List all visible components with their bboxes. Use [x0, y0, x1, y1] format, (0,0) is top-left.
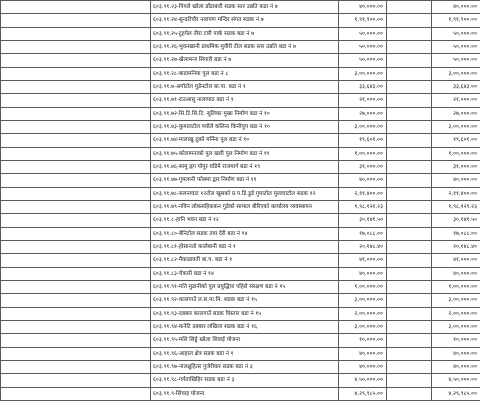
budget-head-cell: ६०३.९१.२६-भुवनखानी प्राथमिक मुवीरी टील सडक स्तर उन्नति बडा नं ७ [151, 40, 339, 53]
amount-cell: १,००,०००.०० [432, 147, 480, 160]
table-row [1, 174, 480, 187]
estimate-cell: ५०,०००.०० [339, 27, 387, 40]
estimate-cell: ५०,०००.०० [339, 40, 387, 53]
blank-cell [1, 14, 151, 27]
budget-head-cell: ६०३.९१.७९-नविन लोकसहिककन गुडेको सामाल बीरिएको कार्यालय व्यवस्थापन [151, 200, 339, 213]
blank-cell [387, 374, 432, 387]
table-row [1, 307, 480, 320]
estimate-cell: ३१,०००.०० [339, 160, 387, 173]
table-row [1, 27, 480, 40]
estimate-cell: ३,००,०००.०० [339, 294, 387, 307]
budget-head-cell: ६०३.९१.९७-नालक्षुहितर गुजेरीवार सडक बडा नं ३ [151, 360, 339, 373]
blank-cell [387, 200, 432, 213]
estimate-cell: १,००,०००.०० [339, 280, 387, 293]
amount-cell: ३१,०००.०० [432, 160, 480, 173]
blank-cell [387, 160, 432, 173]
amount-cell: ३०,१४१.५० [432, 214, 480, 227]
table-row [1, 334, 480, 347]
amount-cell: ३,००,०००.०० [432, 120, 480, 133]
blank-cell [1, 254, 151, 267]
table-row [1, 160, 480, 173]
blank-cell [1, 94, 151, 107]
table-row [1, 360, 480, 373]
amount-cell: १०,०००.०० [432, 334, 480, 347]
amount-cell: ४०,०००.०० [432, 174, 480, 187]
blank-cell [387, 147, 432, 160]
blank-cell [1, 374, 151, 387]
table-row [1, 320, 480, 333]
amount-cell: ४,२९,९८५.०० [432, 387, 480, 400]
blank-cell [387, 254, 432, 267]
blank-cell [1, 147, 151, 160]
budget-head-cell: ६०३.९१.८०-बेनिटोल सडक तवा देरी बडा नं १४ [151, 227, 339, 240]
estimate-cell: १,९१,९००.०० [339, 14, 387, 27]
table-row [1, 120, 480, 133]
blank-cell [387, 187, 432, 200]
estimate-cell: २,११,४००.०० [339, 187, 387, 200]
amount-cell: ४०,०००.०० [432, 360, 480, 373]
amount-cell: ४,५०,०००.०० [432, 374, 480, 387]
budget-head-cell: ६०३.९१.७८-सलनाघाट १२टोल खुसको प्र.प.डि.डुडे गुमाटोल मुलाघाटोल सडक १२ [151, 187, 339, 200]
budget-head-cell: ६०३.९१.९१-मति मुडानीको पुल प्रयुद्धिया पहिरो संरक्षण बडा नं १५ [151, 280, 339, 293]
budget-head-cell: ६०३.९१.८३-चेकारी बडा नं १४ [151, 267, 339, 280]
table-row [1, 280, 480, 293]
estimate-cell: ४०,०००.०० [339, 347, 387, 360]
table-row [1, 374, 480, 387]
table-row [1, 40, 480, 53]
table-row [1, 200, 480, 213]
estimate-cell: ३,००,०००.०० [339, 67, 387, 80]
blank-cell [387, 174, 432, 187]
blank-cell [387, 1, 432, 14]
table-row [1, 54, 480, 67]
amount-cell: २१,०००.०० [432, 94, 480, 107]
amount-cell: ४१,०००.०० [432, 254, 480, 267]
budget-head-cell: ६०३.९१.२७-खेलामन्त्र सिगारी बडा नं ७ [151, 54, 339, 67]
blank-cell [387, 387, 432, 400]
amount-cell: ५०,०००.०० [432, 27, 480, 40]
budget-head-cell: ६०३.९१.९५-मलि सिड्डे खोला सिवाई योजना [151, 334, 339, 347]
blank-cell [1, 334, 151, 347]
budget-head-cell: ६०३.९१.९२-कालगाउँ ल.स.मा.मि. सडक बडा नं १५ [151, 294, 339, 307]
amount-cell: ४०,०००.०० [432, 1, 480, 14]
estimate-cell: १,९८,१२१.२३ [339, 200, 387, 213]
blank-cell [1, 40, 151, 53]
amount-cell: ३,००,०००.०० [432, 294, 480, 307]
budget-head-cell: ६०३.९१.८-हानि भवन बडा नं १२ [151, 214, 339, 227]
blank-cell [1, 107, 151, 120]
table-row [1, 147, 480, 160]
estimate-cell: १७,०८८.०० [339, 227, 387, 240]
table-row [1, 240, 480, 253]
blank-cell [1, 134, 151, 147]
estimate-cell: २१,०००.०० [339, 94, 387, 107]
blank-cell [1, 1, 151, 14]
amount-cell: ३,००,०००.०० [432, 320, 480, 333]
blank-cell [387, 307, 432, 320]
table-row [1, 187, 480, 200]
amount-cell: १९,६०१.०० [432, 134, 480, 147]
amount-cell: ५०,०००.०० [432, 40, 480, 53]
budget-head-cell: ६०३.९१.९४-कनेटि दबबार लखिला सडक बडा नं १६ [151, 320, 339, 333]
budget-head-cell: ६०३.९१.९८-गर्गताखिहिर सडक बडा नं ३ [151, 374, 339, 387]
table-row [1, 94, 480, 107]
estimate-cell: १९,६०१.०० [339, 134, 387, 147]
table-row [1, 227, 480, 240]
amount-cell: ५०,०००.०० [432, 54, 480, 67]
blank-cell [1, 187, 151, 200]
estimate-cell: ४०,०००.०० [339, 267, 387, 280]
blank-cell [1, 200, 151, 213]
table-row [1, 267, 480, 280]
budget-head-cell: ६०३.९१.९६-आहाल क्षेत्र सडक बडा नं १ [151, 347, 339, 360]
blank-cell [387, 134, 432, 147]
blank-cell [1, 120, 151, 133]
table-row [1, 14, 480, 27]
blank-cell [387, 360, 432, 373]
blank-cell [387, 27, 432, 40]
blank-cell [387, 120, 432, 133]
table-row [1, 1, 480, 14]
estimate-cell: ४१,०००.०० [339, 254, 387, 267]
estimate-cell: ५०,०००.०० [339, 54, 387, 67]
blank-cell [1, 320, 151, 333]
blank-cell [387, 280, 432, 293]
amount-cell: ३३,६४३.०० [432, 80, 480, 93]
estimate-cell: ४,२९,९८५.०० [339, 387, 387, 400]
amount-cell: १,९८,१२१.२३ [432, 200, 480, 213]
budget-head-cell: ६०३.९१.२५-टुहपेल तीरा टारी पार्क सडक बडा नं ७ [151, 27, 339, 40]
amount-cell: ४०,०००.०० [432, 347, 480, 360]
estimate-cell: ३,००,०००.०० [339, 320, 387, 333]
blank-cell [1, 227, 151, 240]
blank-cell [1, 280, 151, 293]
table-row [1, 80, 480, 93]
blank-cell [387, 80, 432, 93]
estimate-cell: ४०,०००.०० [339, 1, 387, 14]
estimate-cell: १,००,०००.०० [339, 147, 387, 160]
blank-cell [387, 107, 432, 120]
blank-cell [1, 67, 151, 80]
estimate-cell: २०,१४८.४० [339, 240, 387, 253]
blank-cell [1, 240, 151, 253]
blank-cell [387, 214, 432, 227]
amount-cell: २०,१४८.४० [432, 240, 480, 253]
estimate-cell: २७,०००.०० [339, 107, 387, 120]
budget-head-cell: ६०३.९१.२३-पिपले खोला डाँडाबारी सडक स्तर उन्नति कडा नं ७ [151, 1, 339, 14]
table-row [1, 254, 480, 267]
budget-head-cell: ६०३.९१.७१-राउआसु नालापाठ बडा नं ९ [151, 94, 339, 107]
budget-head-cell: ६०३.९१.७२-सि.टि.सि.टि. सुलिका मुखा निर्माण बडा नं १० [151, 107, 339, 120]
blank-cell [387, 334, 432, 347]
estimate-cell: ४,५०,०००.०० [339, 374, 387, 387]
blank-cell [1, 174, 151, 187]
blank-cell [387, 240, 432, 253]
blank-cell [387, 54, 432, 67]
budget-head-cell: ६०३.९१.९-सिंचाइ योजना [151, 387, 339, 400]
table-row [1, 294, 480, 307]
amount-cell: २७,०००.०० [432, 107, 480, 120]
budget-head-cell: ६०३.९१.७७-गुमलानी फोक्मा द्वार निर्माण बडा नं ११ [151, 174, 339, 187]
blank-cell [1, 294, 151, 307]
blank-cell [1, 307, 151, 320]
blank-cell [1, 160, 151, 173]
blank-cell [1, 214, 151, 227]
estimate-cell: १०,०००.०० [339, 334, 387, 347]
estimate-cell: ४०,०००.०० [339, 360, 387, 373]
estimate-cell: ३३,६४३.०० [339, 80, 387, 93]
blank-cell [387, 14, 432, 27]
amount-cell: १७,०८८.०० [432, 227, 480, 240]
budget-head-cell: ६०३.९१.८२-पैकाडावती बा.प. बडा नं १ [151, 254, 339, 267]
amount-cell: १,००,०००.०० [432, 280, 480, 293]
blank-cell [1, 387, 151, 400]
budget-head-cell: ६०३.९१.७५-कोलामनाको पुल खारी पुल निर्माण बडा नं ११ [151, 147, 339, 160]
table-row [1, 387, 480, 400]
budget-head-cell: ६०३.९१.२४-सुन्दरीचौर नारायण मन्दिर संगत सडक नं ७ [151, 14, 339, 27]
blank-cell [1, 80, 151, 93]
table-row [1, 107, 480, 120]
table-row [1, 134, 480, 147]
estimate-cell: ३०,१४१.५० [339, 214, 387, 227]
blank-cell [1, 347, 151, 360]
estimate-cell: ४०,०००.०० [339, 174, 387, 187]
amount-cell: १,९१,९००.०० [432, 14, 480, 27]
budget-head-cell: ६०३.९१.९३-दबबार कालगाउँ सडक विस्तार बडा नं १५ [151, 307, 339, 320]
amount-cell: ४०,०००.०० [432, 267, 480, 280]
blank-cell [1, 54, 151, 67]
blank-cell [387, 347, 432, 360]
budget-head-cell: ६०३.९१.७३-कुमालटोल पयोले कलिना किनीचुप बडा नं १० [151, 120, 339, 133]
budget-head-cell: ६०३.९१.२८-बाडामनिया पुल बडा नं ८ [151, 67, 339, 80]
amount-cell: २,००,०००.०० [432, 307, 480, 320]
budget-head-cell: ६०३.९१.७-अर्गाटोल मुडेनटोल बा.पा. बडा नं १ [151, 80, 339, 93]
budget-head-cell: ६०३.९१.७४-मालाखु ठूको मर्निना पुल बडा नं १० [151, 134, 339, 147]
amount-cell: २,११,४००.०० [432, 187, 480, 200]
blank-cell [387, 40, 432, 53]
blank-cell [387, 94, 432, 107]
estimate-cell: ३,००,०००.०० [339, 120, 387, 133]
blank-cell [1, 267, 151, 280]
blank-cell [387, 294, 432, 307]
blank-cell [387, 320, 432, 333]
blank-cell [1, 27, 151, 40]
table-row [1, 347, 480, 360]
estimate-cell: २,००,०००.०० [339, 307, 387, 320]
ledger-body [1, 1, 480, 401]
table-row [1, 67, 480, 80]
table-row [1, 214, 480, 227]
blank-cell [387, 227, 432, 240]
amount-cell: ३,००,०००.०० [432, 67, 480, 80]
blank-cell [387, 67, 432, 80]
blank-cell [1, 360, 151, 373]
budget-head-cell: ६०३.९१.७६-सामु ह्लग पोपुर घडिमे राजमार्ग बडा नं १९ [151, 160, 339, 173]
blank-cell [387, 267, 432, 280]
budget-head-cell: ६०३.९१.८१-होसानतो कालेबानी बडा नं १ [151, 240, 339, 253]
